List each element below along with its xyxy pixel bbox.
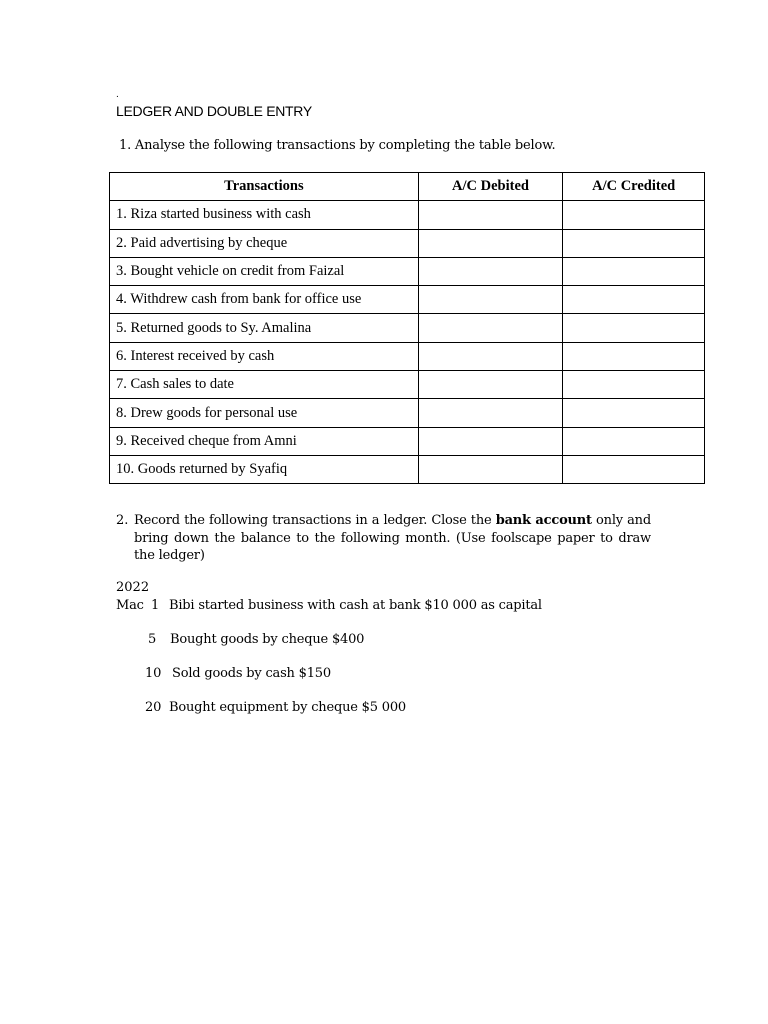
table-row (110, 314, 705, 342)
entry-month: Mac (116, 598, 144, 613)
transactions-table (109, 172, 705, 484)
journal-entry (148, 632, 364, 647)
debited-cell[interactable] (418, 314, 563, 342)
debited-cell[interactable] (418, 286, 563, 314)
table-row (110, 342, 705, 370)
entry-day: 20 (145, 700, 162, 715)
credited-cell[interactable] (563, 342, 705, 370)
debited-cell[interactable] (418, 342, 563, 370)
table-header-row (110, 173, 705, 201)
credited-cell[interactable] (563, 257, 705, 285)
journal-entry (145, 700, 406, 715)
entry-day: 5 (148, 632, 157, 647)
header-ac-debited: A/C Debited (418, 173, 563, 201)
credited-cell[interactable] (563, 229, 705, 257)
transaction-cell: 4. Withdrew cash from bank for office use (110, 286, 419, 314)
question-2-text (134, 512, 651, 565)
transaction-cell: 5. Returned goods to Sy. Amalina (110, 314, 419, 342)
header-ac-credited: A/C Credited (563, 173, 705, 201)
table-row (110, 201, 705, 229)
journal-entry (145, 666, 331, 681)
credited-cell[interactable] (563, 455, 705, 483)
table-row (110, 399, 705, 427)
stray-mark: . (116, 89, 119, 100)
debited-cell[interactable] (418, 201, 563, 229)
table-row (110, 371, 705, 399)
transaction-cell: 3. Bought vehicle on credit from Faizal (110, 257, 419, 285)
debited-cell[interactable] (418, 399, 563, 427)
question-2-number: 2. (116, 513, 129, 528)
table-row (110, 455, 705, 483)
debited-cell[interactable] (418, 455, 563, 483)
credited-cell[interactable] (563, 314, 705, 342)
table-row (110, 229, 705, 257)
entry-day: 1 (151, 598, 160, 613)
question-1-text: 1. Analyse the following transactions by completing the table below. (119, 138, 556, 153)
transaction-cell: 9. Received cheque from Amni (110, 427, 419, 455)
question-2-text-end: only and bring down the balance to the following month. (Use foolscape paper to draw the ledger) (134, 513, 651, 563)
credited-cell[interactable] (563, 427, 705, 455)
debited-cell[interactable] (418, 427, 563, 455)
document-title: LEDGER AND DOUBLE ENTRY (116, 103, 312, 119)
transaction-cell: 1. Riza started business with cash (110, 201, 419, 229)
entry-text: Bought goods by cheque $400 (170, 632, 365, 647)
debited-cell[interactable] (418, 229, 563, 257)
question-2 (116, 512, 651, 565)
credited-cell[interactable] (563, 201, 705, 229)
year-heading: 2022 (116, 580, 150, 595)
entry-text: Bought equipment by cheque $5 000 (169, 700, 406, 715)
transaction-cell: 10. Goods returned by Syafiq (110, 455, 419, 483)
credited-cell[interactable] (563, 371, 705, 399)
entry-day: 10 (145, 666, 162, 681)
transaction-cell: 7. Cash sales to date (110, 371, 419, 399)
transaction-cell: 8. Drew goods for personal use (110, 399, 419, 427)
debited-cell[interactable] (418, 371, 563, 399)
credited-cell[interactable] (563, 286, 705, 314)
question-2-text-start: Record the following transactions in a ledger. Close the (134, 513, 496, 528)
table-row (110, 286, 705, 314)
credited-cell[interactable] (563, 399, 705, 427)
header-transactions: Transactions (110, 173, 419, 201)
transaction-cell: 2. Paid advertising by cheque (110, 229, 419, 257)
entry-text: Sold goods by cash $150 (172, 666, 331, 681)
table-row (110, 427, 705, 455)
entry-text: Bibi started business with cash at bank $10 000 as capital (169, 598, 542, 613)
question-2-bold-term: bank account (495, 513, 592, 528)
journal-entry (116, 598, 542, 613)
table-row (110, 257, 705, 285)
debited-cell[interactable] (418, 257, 563, 285)
transaction-cell: 6. Interest received by cash (110, 342, 419, 370)
